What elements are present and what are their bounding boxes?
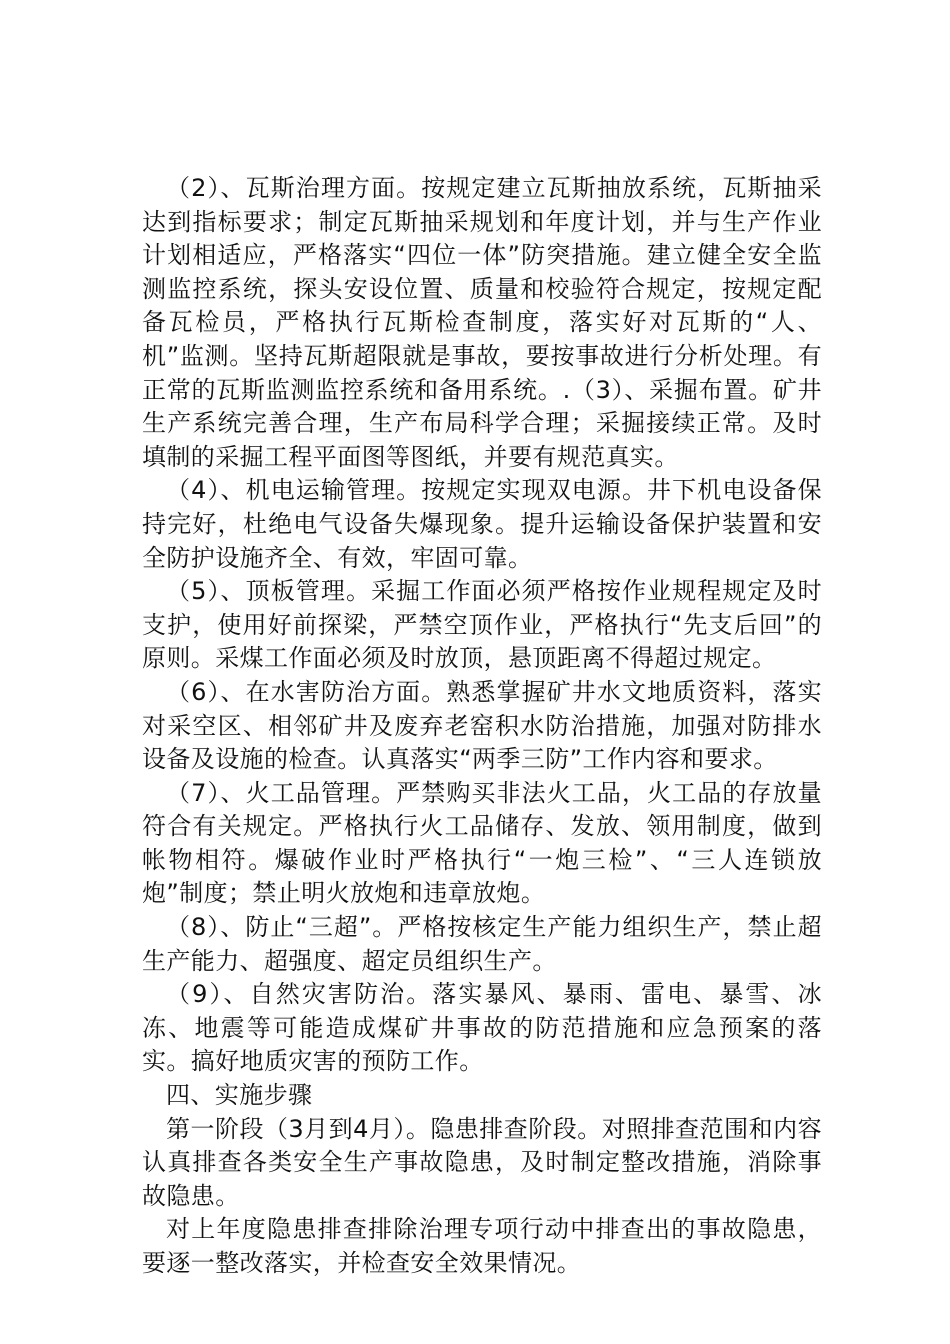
paragraph-roof-management: （5）、顶板管理。采掘工作面必须严格按作业规程规定及时支护，使用好前探梁，严禁空顶作业，严格执行“先支后回”的原则。采煤工作面必须及时放顶，悬顶距离不得超过规定。 — [142, 577, 822, 673]
paragraph-phase-one: 第一阶段（3月到4月）。隐患排查阶段。对照排查范围和内容认真排查各类安全生产事故隐患，及时制定整改措施，消除事故隐患。 — [142, 1114, 822, 1210]
paragraph-gas-control: （2）、瓦斯治理方面。按规定建立瓦斯抽放系统，瓦斯抽采达到指标要求；制定瓦斯抽采规划和年度计划，并与生产作业计划相适应，严格落实“四位一体”防突措施。建立健全安全监测监控系统，探头安设位置、质量和校验符合规定，按规定配备瓦检员，严格执行瓦斯检查制度，落实好对瓦斯的“人、机”监测。坚持瓦斯超限就是事故，要按事故进行分析处理。有正常的瓦斯监测监控系统和备用系统。.（3）、采掘布置。矿井生产系统完善合理，生产布局科学合理；采掘接续正常。及时填制的采掘工程平面图等图纸，并要有规范真实。 — [142, 174, 822, 471]
paragraph-previous-year-hazards: 对上年度隐患排查排除治理专项行动中排查出的事故隐患，要逐一整改落实，并检查安全效果情况。 — [142, 1215, 822, 1277]
paragraph-electromechanical: （4）、机电运输管理。按规定实现双电源。井下机电设备保持完好，杜绝电气设备失爆现象。提升运输设备保护装置和安全防护设施齐全、有效，牢固可靠。 — [142, 476, 822, 572]
paragraph-three-overs: （8）、防止“三超”。严格按核定生产能力组织生产，禁止超生产能力、超强度、超定员组织生产。 — [142, 913, 822, 975]
paragraph-water-hazard: （6）、在水害防治方面。熟悉掌握矿井水文地质资料，落实对采空区、相邻矿井及废弃老窑积水防治措施，加强对防排水设备及设施的检查。认真落实“两季三防”工作内容和要求。 — [142, 677, 822, 774]
paragraph-explosives: （7）、火工品管理。严禁购买非法火工品，火工品的存放量符合有关规定。严格执行火工品储存、发放、领用制度，做到帐物相符。爆破作业时严格执行“一炮三检”、“三人连锁放炮”制度；禁止明火放炮和违章放炮。 — [142, 778, 822, 908]
paragraph-natural-disaster: （9）、自然灾害防治。落实暴风、暴雨、雷电、暴雪、冰冻、地震等可能造成煤矿井事故的防范措施和应急预案的落实。搞好地质灾害的预防工作。 — [142, 980, 822, 1076]
document-body — [142, 172, 822, 1281]
section-heading-implementation-steps: 四、实施步骤 — [166, 1081, 313, 1110]
